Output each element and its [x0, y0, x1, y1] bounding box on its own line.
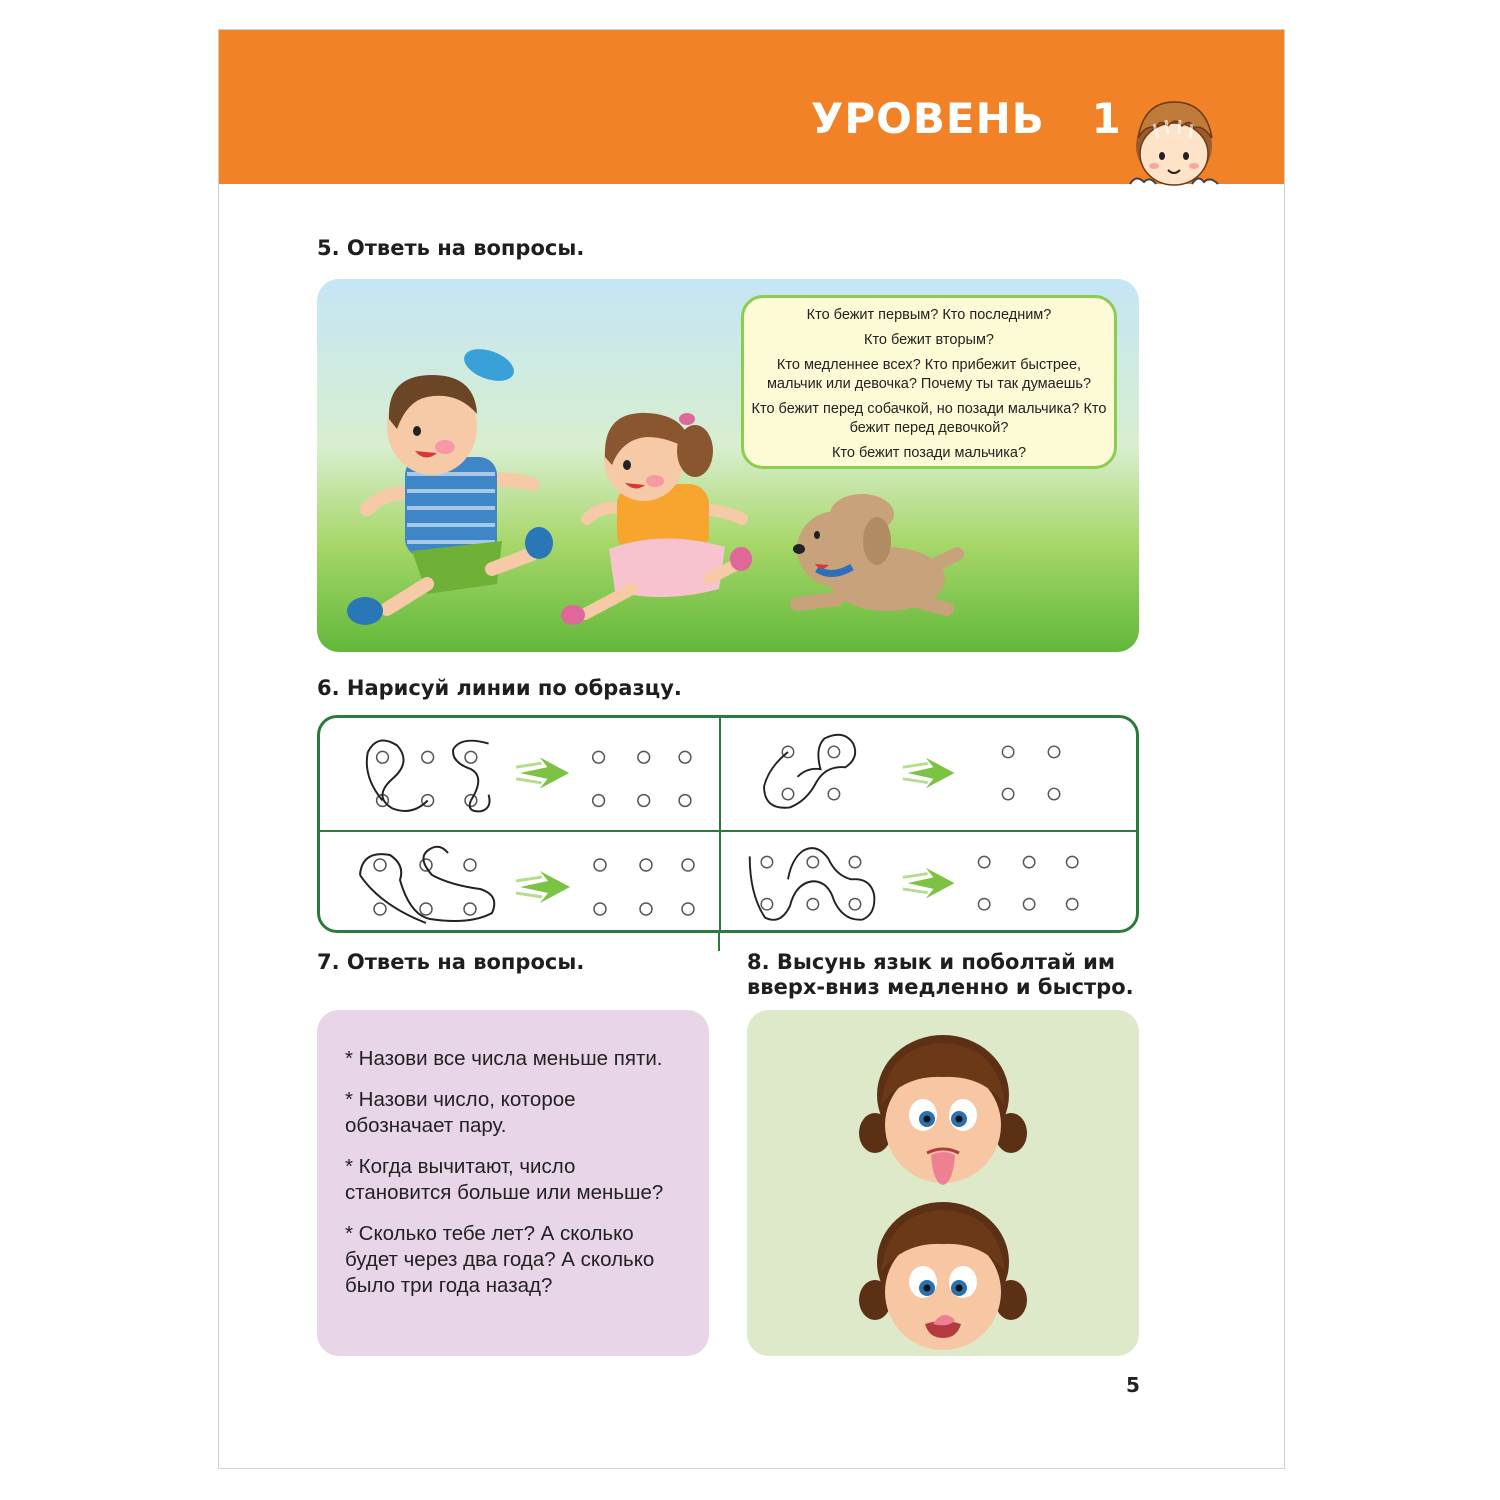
arrow-icon [516, 757, 569, 788]
trace-pattern-3 [320, 832, 720, 933]
level-title: УРОВЕНЬ 1 [811, 94, 1122, 143]
task6-title: 6. Нарисуй линии по образцу. [317, 676, 682, 700]
task5-question-bubble [741, 295, 1117, 469]
page-number: 5 [1126, 1373, 1140, 1397]
math-question-4: * Сколько тебе лет? А сколько будет через два года? А сколько было три года назад? [345, 1222, 655, 1297]
trace-pattern-2 [721, 718, 1121, 828]
tongue-exercise-box [747, 1010, 1139, 1356]
question-4: Кто бежит перед собачкой, но позади мальчика? Кто бежит перед девочкой? [751, 401, 1107, 436]
question-5: Кто бежит позади мальчика? [831, 445, 1027, 461]
task7-questions-box [317, 1010, 709, 1356]
girl-face-tongue-up-icon [859, 1202, 1027, 1350]
math-question-1: * Назови все числа меньше пяти. [345, 1047, 663, 1070]
math-question-3: * Когда вычитают, число становится больше или меньше? [345, 1155, 664, 1204]
task8-title-line1: 8. Высунь язык и поболтай им [747, 950, 1116, 974]
grid-divider-tail [718, 933, 720, 951]
workbook-page [218, 29, 1285, 1469]
girl-face-tongue-down-icon [859, 1035, 1027, 1185]
math-question-2: * Назови число, которое обозначает пару. [345, 1088, 576, 1137]
trace-pattern-4 [721, 832, 1121, 933]
trace-lines-grid [317, 715, 1139, 933]
task7-title: 7. Ответь на вопросы. [317, 950, 585, 974]
tongue-faces-illustration [747, 1010, 1139, 1356]
arrow-icon [516, 871, 570, 903]
trace-pattern-1 [320, 718, 720, 828]
level-header [219, 30, 1284, 184]
task5-title: 5. Ответь на вопросы. [317, 236, 585, 260]
question-2: Кто бежит вторым? [864, 332, 994, 348]
arrow-icon [903, 868, 955, 899]
arrow-icon [903, 758, 955, 789]
mascot-face-icon [1124, 94, 1224, 190]
task8-title-line2: вверх-вниз медленно и быстро. [747, 975, 1134, 999]
question-1: Кто бежит первым? Кто последним? [806, 307, 1052, 323]
question-3: Кто медленнее всех? Кто прибежит быстрее, мальчик или девочка? Почему ты так думаешь? [766, 357, 1092, 392]
task8-title [747, 950, 1134, 1000]
